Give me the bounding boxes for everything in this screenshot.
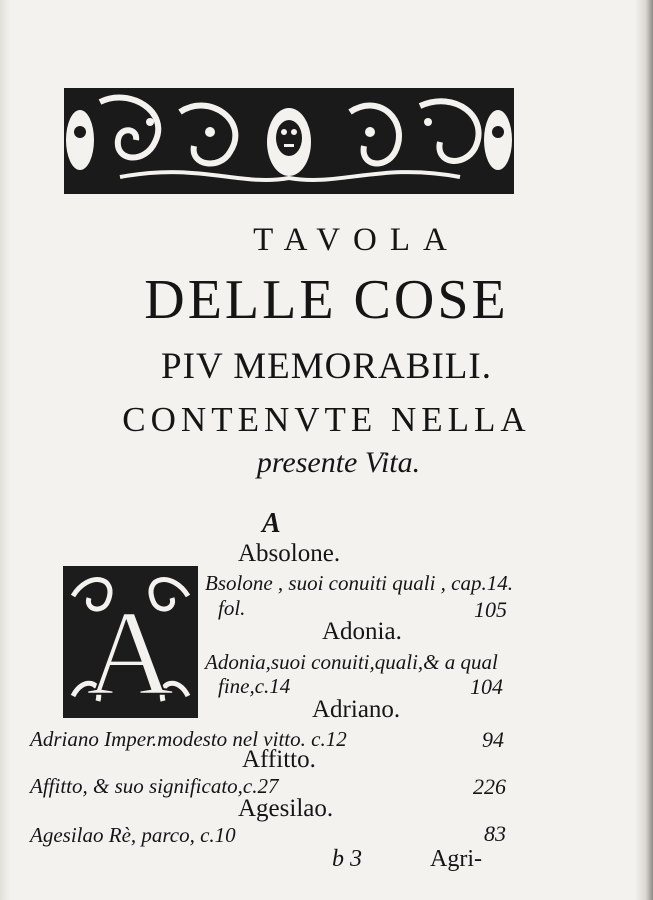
drop-cap-initial bbox=[63, 566, 198, 718]
index-entry: Adonia,suoi conuiti,quali,& a qual bbox=[205, 650, 498, 674]
index-heading: Affitto. bbox=[242, 746, 316, 773]
index-entry: fol. bbox=[218, 596, 246, 620]
index-heading: Agesilao. bbox=[238, 795, 334, 822]
index-page-number: 226 bbox=[473, 774, 506, 799]
index-page-number: 104 bbox=[470, 674, 503, 699]
title-memorabili: PIV MEMORABILI. bbox=[161, 346, 492, 387]
catchword: Agri- bbox=[430, 846, 482, 872]
index-entry: Affitto, & suo significato,c.27 bbox=[30, 774, 279, 798]
index-entry: Agesilao Rè, parco, c.10 bbox=[30, 823, 236, 847]
drop-cap-letter: A bbox=[85, 586, 175, 718]
title-presente-vita: presente Vita. bbox=[256, 446, 421, 479]
index-page-number: 94 bbox=[482, 727, 504, 752]
index-heading: Adonia. bbox=[322, 618, 402, 645]
title-delle-cose: DELLE COSE bbox=[144, 269, 509, 331]
index-page-number: 83 bbox=[484, 821, 506, 846]
signature-mark: b 3 bbox=[332, 846, 362, 872]
index-entry: fine,c.14 bbox=[218, 674, 291, 698]
title-tavola: TAVOLA bbox=[253, 222, 460, 258]
index-heading: Absolone. bbox=[238, 540, 341, 567]
page-edge-left bbox=[0, 0, 10, 900]
headpiece-ornament bbox=[60, 82, 518, 198]
section-letter: A bbox=[262, 508, 281, 539]
index-entry: Adriano Imper.modesto nel vitto. c.12 bbox=[30, 727, 347, 751]
index-heading: Adriano. bbox=[312, 696, 401, 723]
index-entry: Bsolone , suoi conuiti quali , cap.14. bbox=[205, 571, 513, 595]
title-contenute: CONTENVTE NELLA bbox=[122, 400, 531, 439]
index-page-number: 105 bbox=[474, 597, 507, 622]
